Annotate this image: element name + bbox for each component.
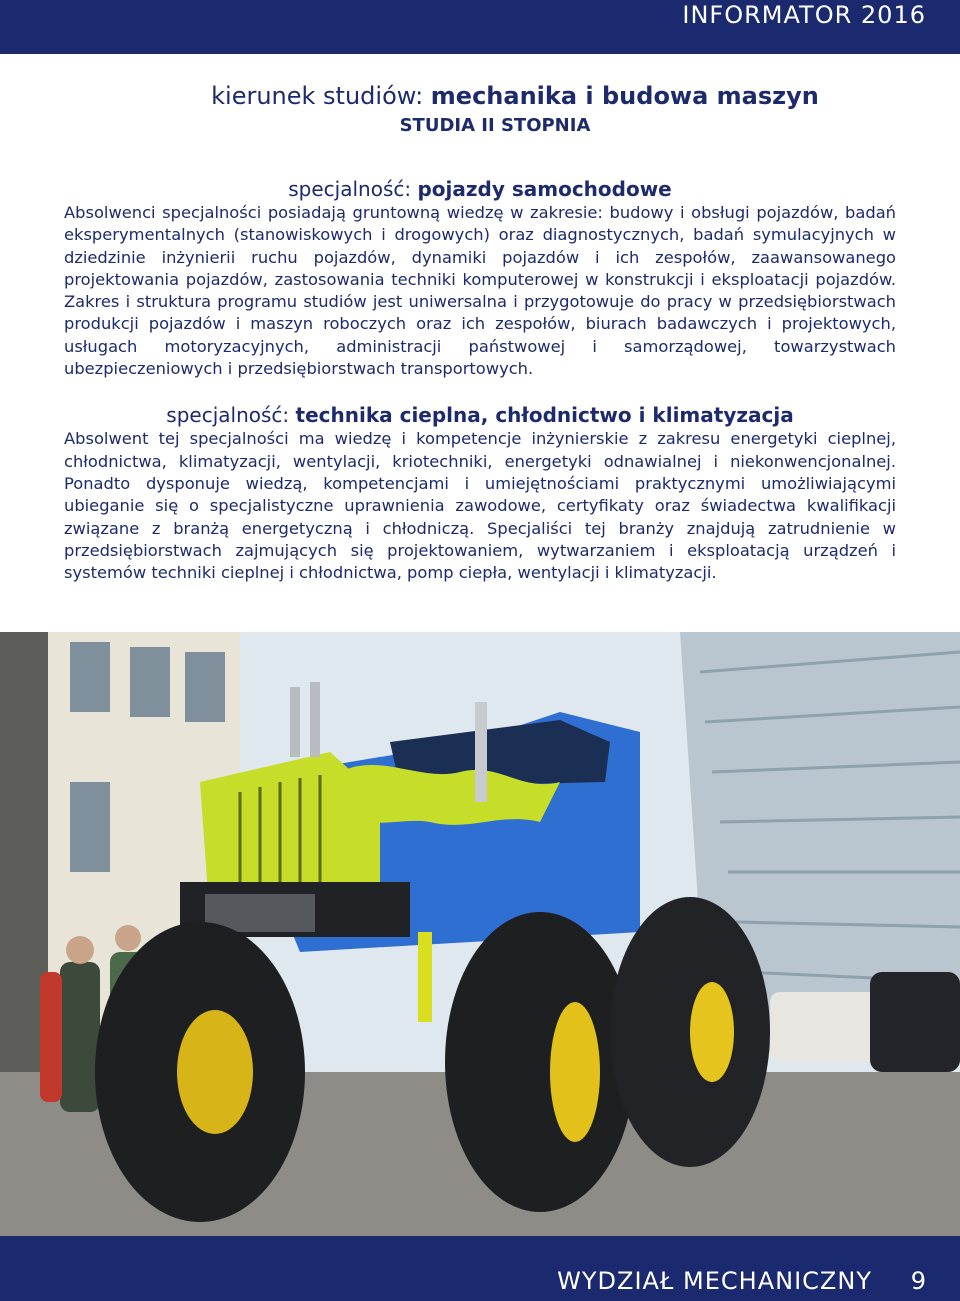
- specialization-heading: [64, 402, 896, 428]
- page-number: 9: [910, 1267, 926, 1295]
- specialization-prefix: specjalność:: [288, 177, 418, 201]
- specialization-name: pojazdy samochodowe: [417, 177, 672, 201]
- specialization-description: Absolwent tej specjalności ma wiedzę i kompetencje inżynierskie z zakresu energetyki cieplnej, chłodnictwa, klimatyzacji, wentylacji, kriotechniki, energetyki odnawialnej i niekonwencjonalnej. Ponadto dysponuje wiedzą, kompetencjami i umiejętnościami praktycznymi umożliwiającymi ubieganie się o specjalistyczne uprawnienia zawodowe, certyfikaty oraz świadectwa kwalifikacji związane z branżą energetyczną i chłodniczą. Specjaliści tej branży znajdują zatrudnienie w przedsiębiorstwach zajmujących się projektowaniem, wytwarzaniem i eksploatacją urządzeń i systemów techniki cieplnej i chłodnictwa, pomp ciepła, wentylacji i klimatyzacji.: [64, 429, 896, 583]
- specialization-prefix: specjalność:: [166, 403, 296, 428]
- program-name: mechanika i budowa maszyn: [430, 82, 819, 110]
- specialization-heading: [64, 176, 896, 202]
- faculty-name: WYDZIAŁ MECHANICZNY: [557, 1267, 872, 1295]
- specialization-description: Absolwenci specjalności posiadają gruntowną wiedzę w zakresie: budowy i obsługi pojazdów, badań eksperymentalnych (stanowiskowych i drogowych) oraz diagnostycznych, badań symulacyjnych w dziedzinie inżynierii ruchu pojazdów, dynamiki pojazdów i ich zespołów, zaawansowanego projektowania pojazdów, zastosowania techniki komputerowej w konstrukcji i eksploatacji pojazdów. Zakres i struktura programu studiów jest uniwersalna i przygotowuje do pracy w przedsiębiorstwach produkcji pojazdów i maszyn roboczych oraz ich zespołów, biurach badawczych i projektowych, usługach motoryzacyjnych, administracji państwowej i samorządowej, towarzystwach ubezpieczeniowych i przedsiębiorstwach transportowych.: [64, 203, 896, 379]
- program-title: [134, 78, 896, 114]
- main-content: [64, 78, 896, 584]
- monster-truck-photo: [0, 632, 960, 1236]
- specialization-name: technika cieplna, chłodnictwo i klimatyzacja: [295, 403, 794, 428]
- header-band: [0, 0, 960, 54]
- program-prefix: kierunek studiów:: [211, 82, 431, 110]
- footer-band: [0, 1236, 960, 1301]
- publication-title: INFORMATOR 2016: [682, 1, 926, 29]
- study-level: STUDIA II STOPNIA: [399, 115, 591, 136]
